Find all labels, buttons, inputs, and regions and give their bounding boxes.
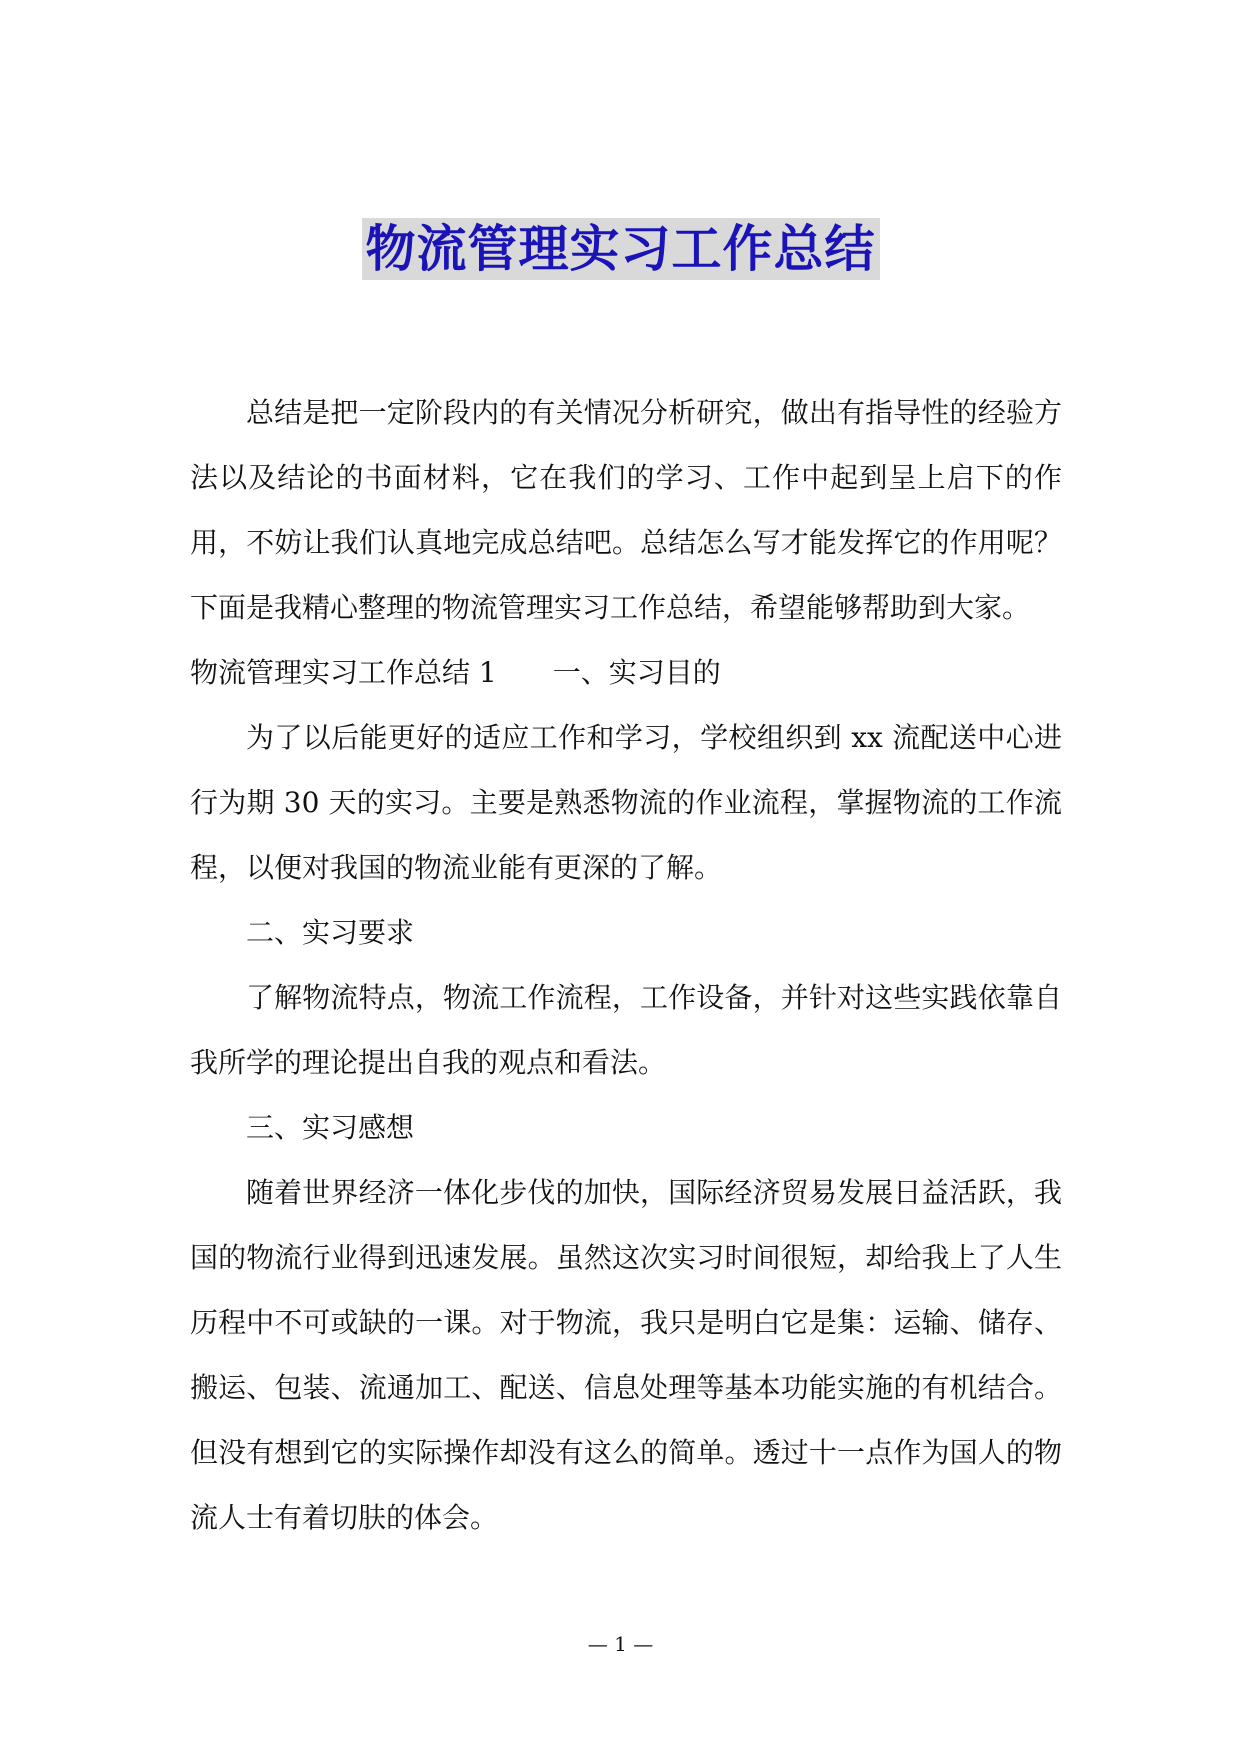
section-heading-3: 三、实习感想 <box>246 1111 415 1144</box>
paragraph-purpose: 为了以后能更好的适应工作和学习，学校组织到 xx 流配送中心进行为期 30 天的实习。主要是熟悉物流的作业流程，掌握物流的工作流程，以便对我国的物流业能有更深的了解。 <box>190 721 1062 884</box>
page-title-text: 物流管理实习工作总结 <box>362 218 880 280</box>
document-body <box>190 380 1062 1550</box>
section-heading-1: 物流管理实习工作总结 1 一、实习目的 <box>190 656 721 689</box>
intro-paragraph: 总结是把一定阶段内的有关情况分析研究，做出有指导性的经验方法以及结论的书面材料，它在我们的学习、工作中起到呈上启下的作用，不妨让我们认真地完成总结吧。总结怎么写才能发挥它的作用呢？下面是我精心整理的物流管理实习工作总结，希望能够帮助到大家。 <box>190 396 1062 624</box>
paragraph-reflections: 随着世界经济一体化步伐的加快，国际经济贸易发展日益活跃，我国的物流行业得到迅速发展。虽然这次实习时间很短，却给我上了人生历程中不可或缺的一课。对于物流，我只是明白它是集：运输、储存、搬运、包装、流通加工、配送、信息处理等基本功能实施的有机结合。但没有想到它的实际操作却没有这么的简单。透过十一点作为国人的物流人士有着切肤的体会。 <box>190 1176 1062 1534</box>
page-number: — 1 — <box>587 1632 654 1656</box>
section-heading-2: 二、实习要求 <box>246 916 415 949</box>
page-title <box>0 218 1241 280</box>
paragraph-requirements: 了解物流特点，物流工作流程，工作设备，并针对这些实践依靠自我所学的理论提出自我的观点和看法。 <box>190 981 1062 1079</box>
